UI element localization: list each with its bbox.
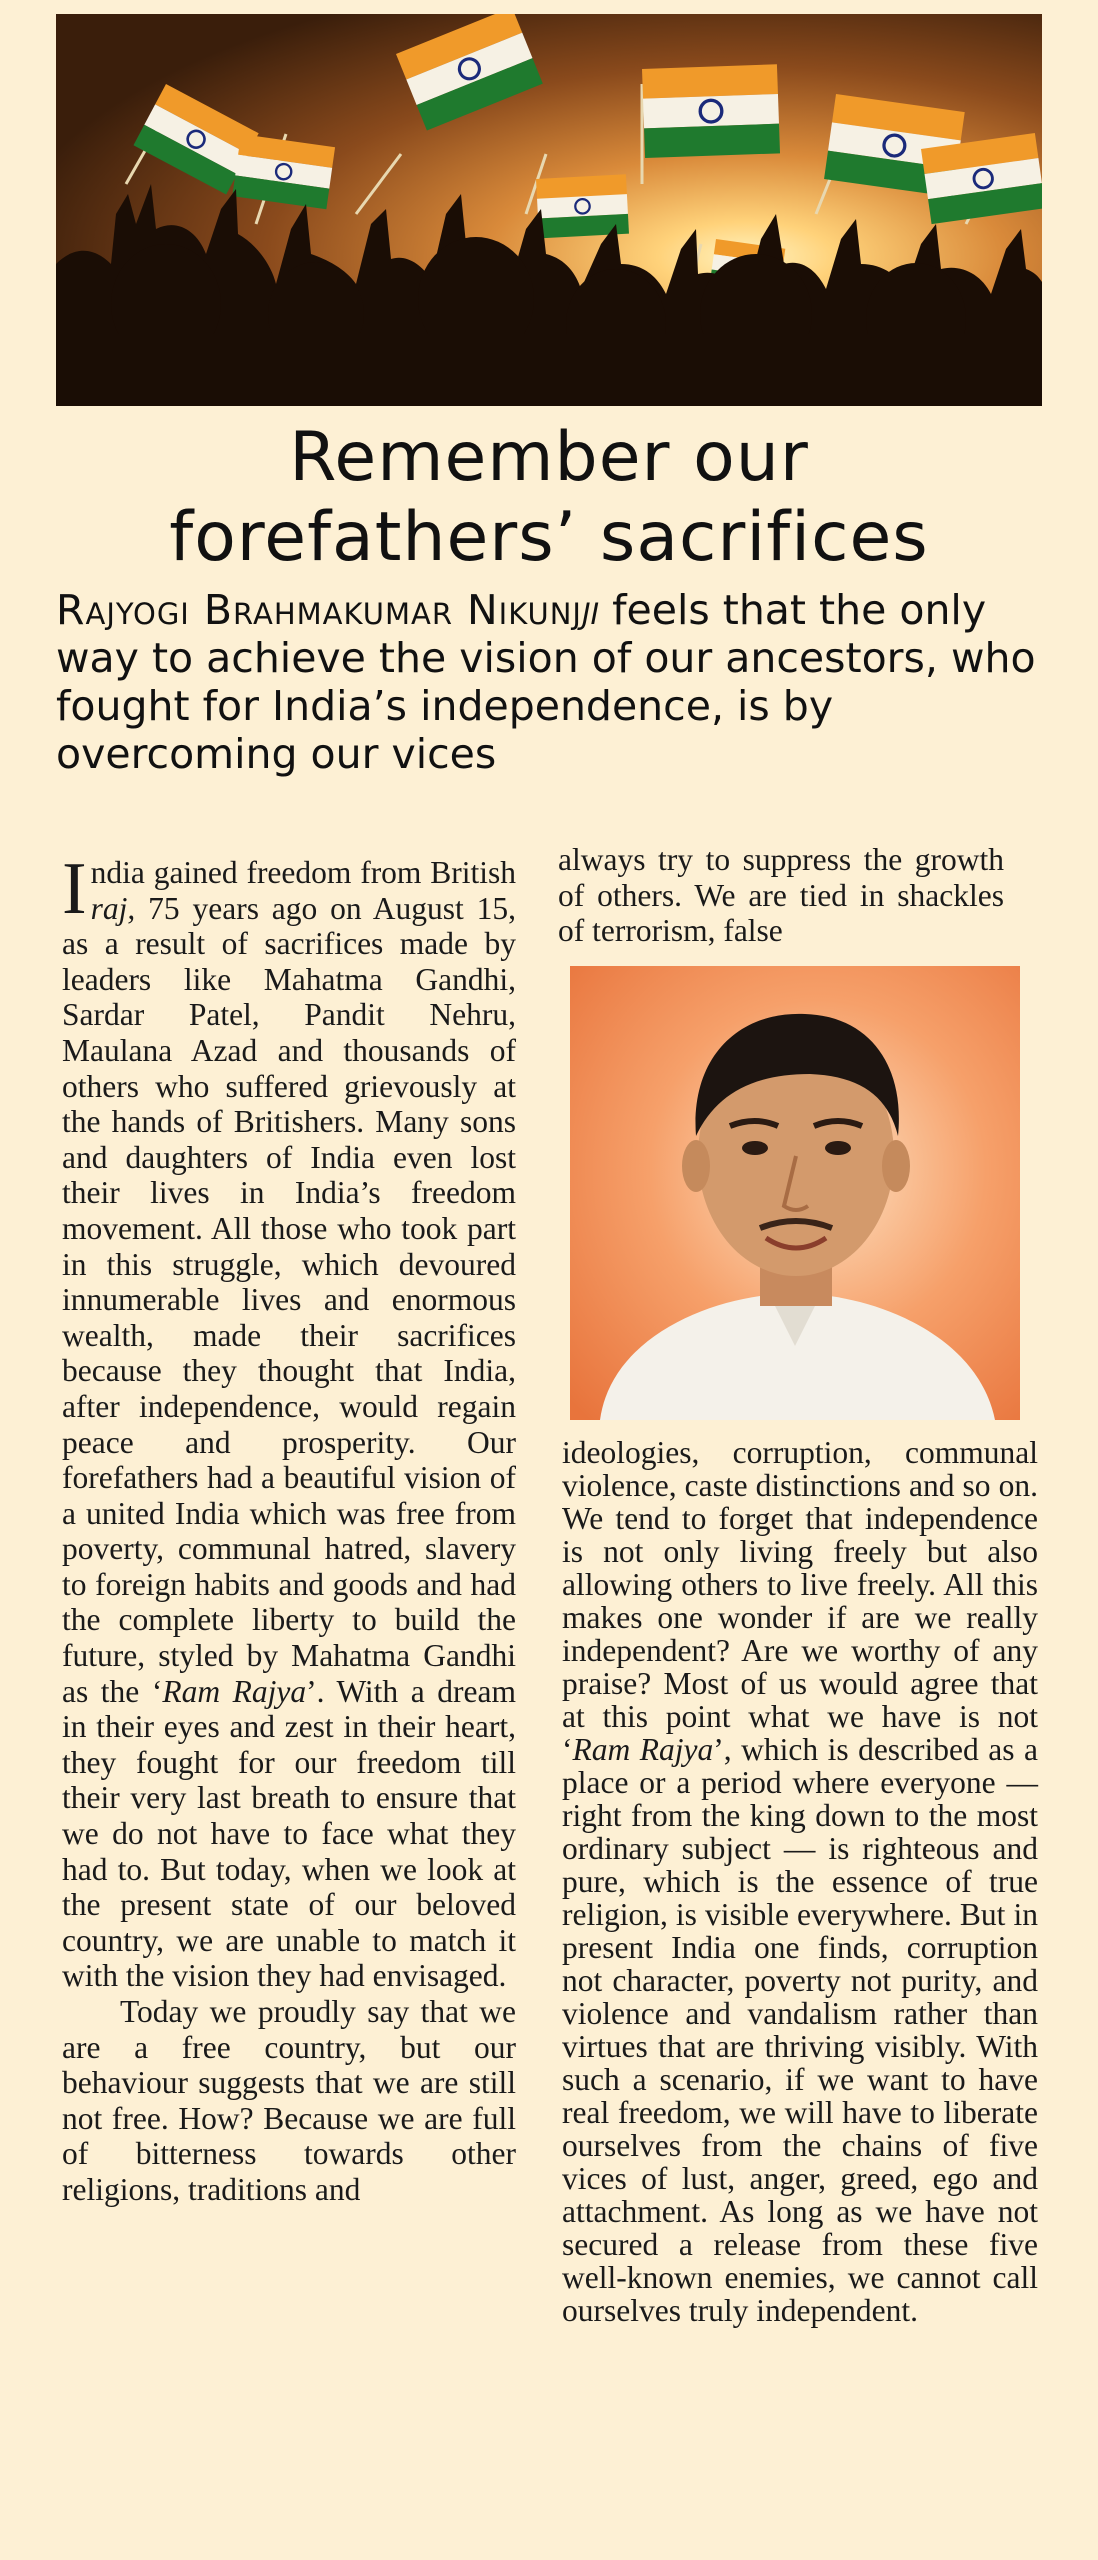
title-line-2: forefathers’ sacrifices: [169, 498, 929, 577]
author-name: Rajyogi Brahmakumar Nikunj: [56, 586, 582, 634]
paragraph: always try to suppress the growth of others. We are tied in shackles of terrorism, false: [558, 842, 1004, 949]
paragraph: India gained freedom from British raj, 75 years ago on August 15, as a result of sacrifices made by leaders like Mahatma Gandhi, Sardar Patel, Pandit Nehru, Maulana Azad and thousands of others who suffered grievously at the hands of Britishers. Many sons and daughters of India even lost their lives in India’s freedom movement. All those who took part in this struggle, which devoured innumerable lives and enormous wealth, made their sacrifices because they thought that India, after independence, would regain peace and prosperity. Our forefathers had a beautiful vision of a united India which was free from poverty, communal hatred, slavery to foreign habits and goods and had the complete liberty to build the future, styled by Mahatma Gandhi as the ‘Ram Rajya’. With a dream in their eyes and zest in their heart, they fought for our freedom till their very last breath to ensure that we do not have to face what they had to. But today, when we look at the present state of our beloved country, we are unable to match it with the vision they had envisaged.: [62, 848, 516, 1994]
title-line-1: Remember our: [289, 418, 809, 497]
article-title: [40, 418, 1058, 578]
article-deck: [56, 586, 1046, 778]
paragraph: Today we proudly say that we are a free country, but our behaviour suggests that we are still not free. How? Because we are full of bitterness towards other religions, traditions and: [62, 1994, 516, 2207]
hero-image: [56, 14, 1042, 406]
deck-text: feels that the only way to achieve the vision of our ancestors, who fought for India’s independence, is by overcoming our vices: [56, 586, 1036, 778]
article-column-2-top: [558, 842, 1004, 949]
drop-cap: I: [62, 848, 87, 930]
article-column-1: [62, 848, 516, 2208]
author-name-suffix: ji: [581, 586, 600, 634]
article-column-2-bottom: [562, 1436, 1038, 2327]
author-portrait: [570, 966, 1020, 1420]
paragraph: ideologies, corruption, communal violence, caste distinctions and so on. We tend to forget that independence is not only living freely but also allowing others to live freely. All this makes one wonder if are we really independent? Are we worthy of any praise? Most of us would agree that at this point what we have is not ‘Ram Rajya’, which is described as a place or a period where everyone — right from the king down to the most ordinary subject — is righteous and pure, which is the essence of true religion, is visible everywhere. But in present India one finds, corruption not character, poverty not purity, and violence and vandalism rather than virtues that are thriving visibly. With such a scenario, if we want to have real freedom, we will have to liberate ourselves from the chains of five vices of lust, anger, greed, ego and attachment. As long as we have not secured a release from these five well-known enemies, we cannot call ourselves truly independent.: [562, 1435, 1038, 2328]
